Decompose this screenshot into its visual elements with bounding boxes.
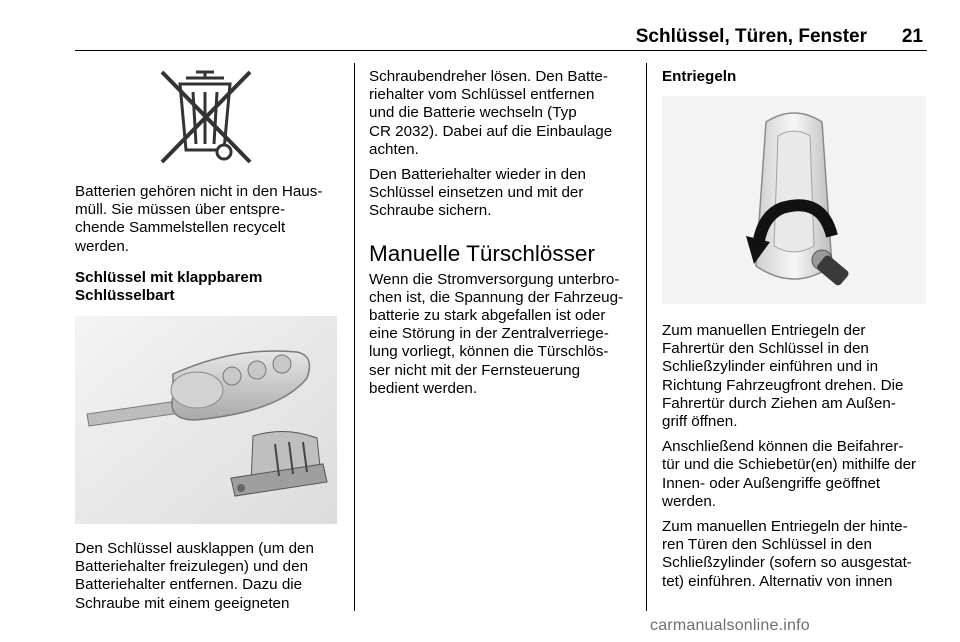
text-line: eine Störung in der Zentralverriege- [369,325,609,343]
page-header [75,24,927,50]
heading-line: Schlüsselbart [75,287,175,305]
text-line: Schließzylinder einführen und in [662,358,879,376]
paragraph-open-key [75,540,347,613]
text-line: griff öffnen. [662,413,738,431]
text-line: ser nicht mit der Fernsteuerung [369,361,581,379]
text-line: werden. [75,237,130,255]
text-line: Zum manuellen Entriegeln der hinte- [662,518,908,536]
text-line: Schraubendreher lösen. Den Batte- [369,68,608,85]
heading-line: Schlüssel mit klappbarem [75,268,263,286]
paragraph-battery-disposal [75,183,347,256]
text-line: ren Türen den Schlüssel in den [662,536,872,554]
text-line: chende Sammelstellen recycelt [75,219,286,237]
paragraph-replace-battery [369,68,641,159]
text-line: Fahrertür den Schlüssel in den [662,340,869,358]
paragraph-reinsert-battery [369,166,641,221]
paragraph-manual-locks [369,271,641,398]
text-line: Batterien gehören nicht in den Haus- [75,183,323,200]
column-3-top [662,68,927,86]
text-line: lung vorliegt, können die Türschlös- [369,343,609,361]
text-line: achten. [369,140,419,158]
header-rule [75,50,927,51]
text-line: batterie zu stark abgefallen ist oder [369,307,606,325]
column-3-bottom [662,322,927,598]
text-line: Batteriehalter freizulegen) und den [75,558,309,576]
column-1-top [75,183,347,305]
heading-unlocking: Entriegeln [662,68,737,85]
watermark: carmanualsonline.info [650,617,810,634]
text-line: werden. [662,492,717,510]
column-divider-2 [646,63,647,611]
door-handle-key-icon [662,96,926,304]
text-line: CR 2032). Dabei auf die Einbaulage [369,122,613,140]
text-line: riehalter vom Schlüssel entfernen [369,86,595,104]
paragraph-unlock-driver-door [662,322,927,431]
text-line: Zum manuellen Entriegeln der [662,322,866,339]
column-divider-1 [354,63,355,611]
text-line: bedient werden. [369,379,478,397]
text-line: Richtung Fahrzeugfront drehen. Die [662,376,904,394]
text-line: chen ist, die Spannung der Fahrzeug- [369,288,624,306]
column-1-bottom [75,540,347,620]
folding-key-battery-icon [75,316,337,524]
text-line: tür und die Schiebetür(en) mithilfe der [662,456,917,474]
paragraph-passenger-doors [662,438,927,511]
text-line: Innen- oder Außengriffe geöffnet [662,474,881,492]
section-title-manual-locks: Manuelle Türschlösser [369,240,595,266]
text-line: Den Schlüssel ausklappen (um den [75,540,314,557]
text-line: Schraube mit einem geeigneten [75,594,290,612]
column-2 [369,68,641,405]
heading-folding-key [75,269,347,305]
crossed-out-wheelie-bin-icon [150,66,260,168]
page-number: 21 [901,26,923,47]
text-line: Schraube sichern. [369,202,492,220]
text-line: Den Batteriehalter wieder in den [369,166,586,184]
paragraph-rear-doors [662,518,927,591]
text-line: Schließzylinder (sofern so ausgestat- [662,554,912,572]
text-line: tet) einführen. Alternativ von innen [662,572,893,590]
text-line: Wenn die Stromversorgung unterbro- [369,270,620,288]
text-line: und die Batterie wechseln (Typ [369,104,577,122]
page-title: Schlüssel, Türen, Fenster [635,26,867,47]
text-line: müll. Sie müssen über entspre- [75,201,286,219]
text-line: Batteriehalter entfernen. Dazu die [75,576,303,594]
text-line: Anschließend können die Beifahrer- [662,438,904,456]
text-line: Schlüssel einsetzen und mit der [369,184,584,202]
text-line: Fahrertür durch Ziehen am Außen- [662,394,896,412]
